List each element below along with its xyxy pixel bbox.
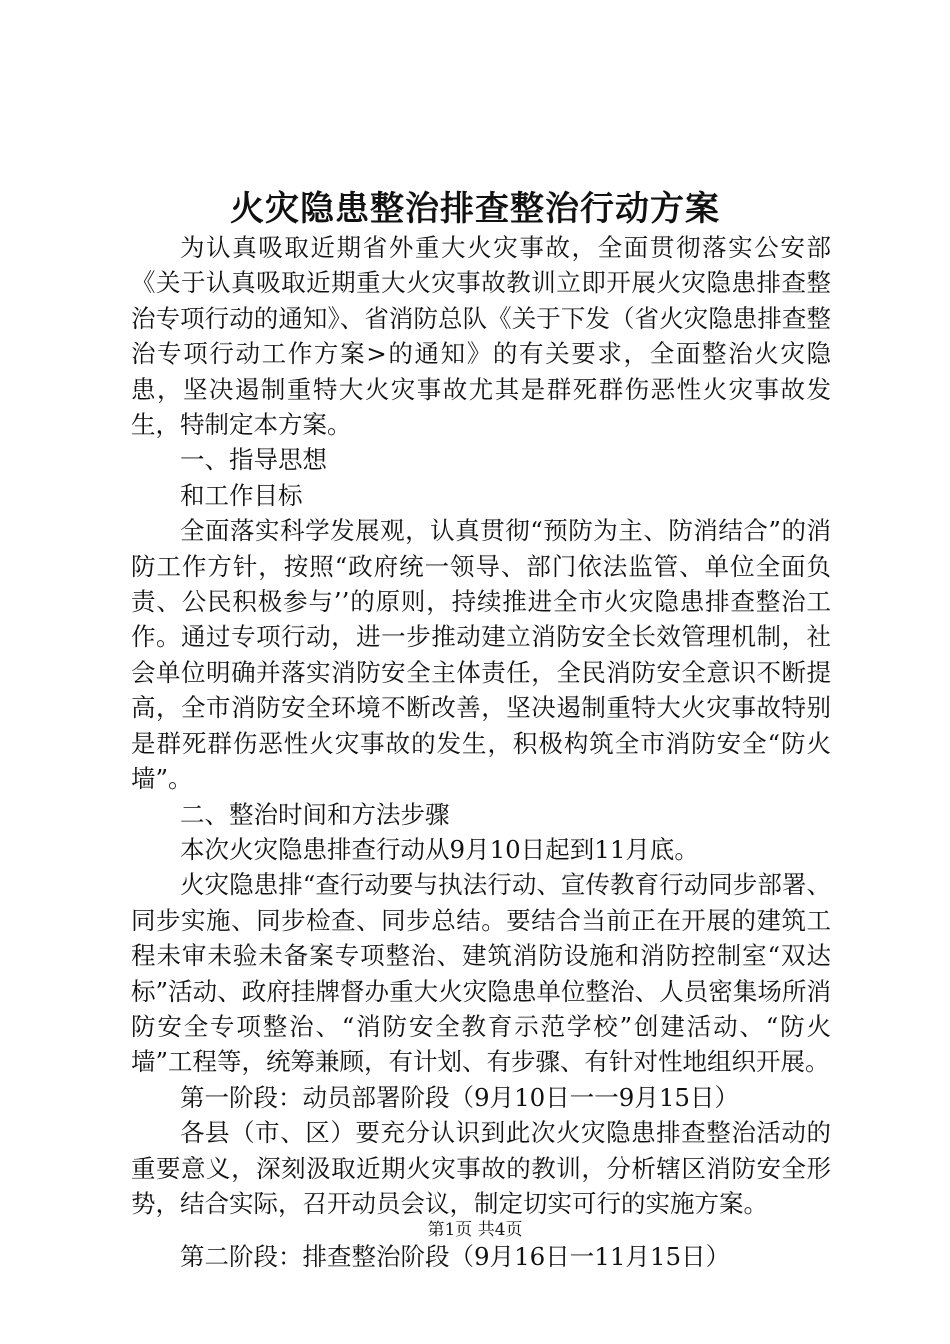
heading-phase-two: 第二阶段：排查整治阶段（9月16日一11月15日）	[180, 1242, 731, 1272]
heading-guiding-ideology: 一、指导思想	[180, 445, 327, 475]
paragraph-intro: 为认真吸取近期省外重大火灾事故，全面贯彻落实公安部《关于认真吸取近期重大火灾事故教训立即开展火灾隐患排查整治专项行动的通知》、省消防总队《关于下发（省火灾隐患排查整治专项行动工作方案>的通知》的有关要求，全面整治火灾隐患，坚决遏制重特大火灾事故尤其是群死群伤恶性火灾事故发生，特制定本方案。	[131, 233, 831, 440]
heading-phase-one: 第一阶段：动员部署阶段（9月10日一一9月15日）	[180, 1082, 740, 1112]
paragraph-goal: 全面落实科学发展观，认真贯彻“预防为主、防消结合”的消防工作方针，按照“政府统一领导、部门依法监管、单位全面负责、公民积极参与’’的原则，持续推进全市火灾隐患排查整治工作。通过专项行动，进一步推动建立消防安全长效管理机制，社会单位明确并落实消防安全主体责任，全民消防安全意识不断提高，全市消防安全环境不断改善，坚决遏制重特大火灾事故特别是群死群伤恶性火灾事故的发生，积极构筑全市消防安全“防火墙”。	[131, 516, 831, 794]
heading-work-goal: 和工作目标	[180, 480, 303, 510]
heading-time-and-steps: 二、整治时间和方法步骤	[180, 799, 450, 829]
paragraph-phase-one: 各县（市、区）要充分认识到此次火灾隐患排查整治活动的重要意义，深刻汲取近期火灾事故的教训，分析辖区消防安全形势，结合实际，召开动员会议，制定切实可行的实施方案。	[131, 1118, 831, 1218]
paragraph-time: 本次火灾隐患排查行动从9月10日起到11月底。	[180, 834, 699, 864]
page-footer: 第1页 共4页	[427, 1220, 523, 1240]
document-title: 火灾隐患整治排查整治行动方案	[230, 189, 720, 229]
paragraph-methods: 火灾隐患排“查行动要与执法行动、宣传教育行动同步部署、同步实施、同步检查、同步总结。要结合当前正在开展的建筑工程未审未验未备案专项整治、建筑消防设施和消防控制室“双达标”活动、政府挂牌督办重大火灾隐患单位整治、人员密集场所消防安全专项整治、“消防安全教育示范学校”创建活动、“防火墙”工程等，统筹兼顾，有计划、有步骤、有针对性地组织开展。	[131, 870, 831, 1077]
document-body	[131, 230, 831, 1275]
